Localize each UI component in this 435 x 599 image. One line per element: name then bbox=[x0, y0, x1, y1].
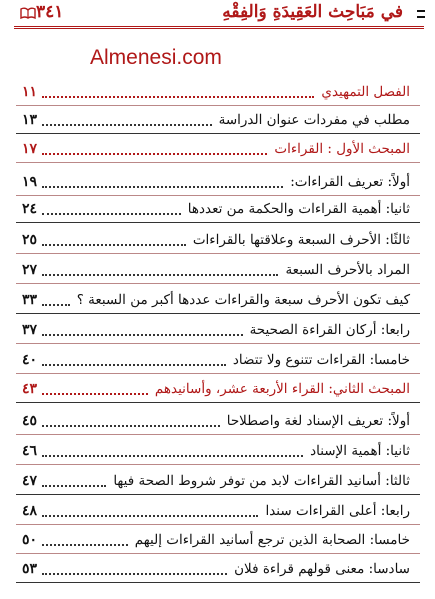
toc-entry-label: خامسا: الصحابة الذين ترجع أسانيد القراءات إليهم bbox=[134, 532, 410, 548]
row-divider bbox=[16, 402, 420, 403]
toc-entry bbox=[22, 109, 410, 131]
toc-entry-page: ٣٣ bbox=[22, 292, 38, 308]
dot-leader bbox=[42, 212, 181, 215]
toc-entry-page: ١٩ bbox=[22, 174, 38, 190]
row-divider bbox=[16, 253, 420, 254]
toc-entry-page: ١٣ bbox=[22, 112, 38, 128]
toc-entry-page: ٣٧ bbox=[22, 322, 38, 338]
row-divider bbox=[16, 524, 420, 525]
toc-entry bbox=[22, 138, 410, 160]
toc-entry bbox=[22, 229, 410, 251]
row-divider bbox=[16, 195, 420, 196]
toc-entry bbox=[22, 440, 410, 462]
toc-entry-label: أولاً: تعريف الإسناد لغة واصطلاحا bbox=[226, 413, 410, 429]
toc-entry-label: مطلب في مفردات عنوان الدراسة bbox=[218, 112, 410, 128]
row-divider bbox=[16, 343, 420, 344]
row-divider bbox=[16, 464, 420, 465]
toc-entry bbox=[22, 319, 410, 341]
dot-leader bbox=[42, 152, 267, 155]
toc-entry bbox=[22, 171, 410, 193]
toc-entry bbox=[22, 259, 410, 281]
dot-leader bbox=[42, 95, 314, 98]
toc-entry bbox=[22, 529, 410, 551]
toc-entry-label: رابعا: أعلى القراءات سندا bbox=[265, 503, 410, 519]
dot-leader bbox=[42, 185, 283, 188]
toc-entry-label: أولاً: تعريف القراءات: bbox=[290, 174, 410, 190]
row-divider bbox=[16, 283, 420, 284]
toc-entry-label: المراد بالأحرف السبعة bbox=[285, 262, 410, 278]
toc-entry-page: ٤٧ bbox=[22, 473, 38, 489]
toc-entry-label: ثانيا: أهمية الإسناد bbox=[310, 443, 410, 459]
toc-entry bbox=[22, 378, 410, 400]
dot-leader bbox=[42, 273, 278, 276]
dot-leader bbox=[42, 424, 220, 427]
toc-entry-page: ٥٠ bbox=[22, 532, 38, 548]
dot-leader bbox=[42, 243, 186, 246]
toc-entry-label: ثالثا: أسانيد القراءات لابد من توفر شروط الصحة فيها bbox=[113, 473, 410, 489]
row-divider bbox=[16, 133, 420, 134]
toc-entry-page: ٤٠ bbox=[22, 352, 38, 368]
watermark: Almenesi.com bbox=[90, 46, 222, 69]
toc-entry-label: سادسا: معنى قولهم قراءة فلان bbox=[234, 561, 410, 577]
toc-entry bbox=[22, 349, 410, 371]
dot-leader bbox=[42, 514, 258, 517]
dot-leader bbox=[42, 123, 212, 126]
toc-entry bbox=[22, 81, 410, 103]
open-book-icon bbox=[20, 7, 36, 19]
toc-entry-label: ثالثًا: الأحرف السبعة وعلاقتها بالقراءات bbox=[192, 232, 410, 248]
page-header bbox=[10, 2, 425, 26]
toc-entry-page: ١١ bbox=[22, 84, 38, 100]
row-divider bbox=[16, 553, 420, 554]
toc-entry-page: ٤٦ bbox=[22, 443, 38, 459]
toc-entry bbox=[22, 198, 410, 220]
row-divider bbox=[16, 434, 420, 435]
dot-leader bbox=[42, 543, 128, 546]
row-divider bbox=[16, 105, 420, 106]
toc-entry-label: كيف تكون الأحرف سبعة والقراءات عددها أكبر من السبعة ؟ bbox=[76, 292, 410, 308]
dot-leader bbox=[42, 572, 227, 575]
toc-entry bbox=[22, 500, 410, 522]
running-title: في مَبَاحِث العَقِيدَةِ وَالفِقْهِ bbox=[222, 2, 403, 22]
row-divider bbox=[16, 582, 420, 583]
toc-entry-page: ٤٨ bbox=[22, 503, 38, 519]
toc-entry-label: المبحث الأول : القراءات bbox=[274, 141, 410, 157]
row-divider bbox=[16, 222, 420, 223]
page-number: ٣٤١ bbox=[36, 2, 64, 22]
header-ornament bbox=[417, 10, 425, 18]
toc-entry-page: ٢٥ bbox=[22, 232, 38, 248]
toc-entry-page: ٤٥ bbox=[22, 413, 38, 429]
toc-entry-label: خامسا: القراءات تتنوع ولا تتضاد bbox=[232, 352, 410, 368]
toc-entry-page: ٢٤ bbox=[22, 201, 38, 217]
toc-entry-label: الفصل التمهيدي bbox=[321, 84, 410, 100]
toc-entry-page: ٢٧ bbox=[22, 262, 38, 278]
toc-entry-label: رابعا: أركان القراءة الصحيحة bbox=[249, 322, 410, 338]
row-divider bbox=[16, 373, 420, 374]
dot-leader bbox=[42, 484, 106, 487]
dot-leader bbox=[42, 303, 70, 306]
row-divider bbox=[16, 162, 420, 163]
toc-entry bbox=[22, 558, 410, 580]
row-divider bbox=[16, 494, 420, 495]
row-divider bbox=[16, 313, 420, 314]
dot-leader bbox=[42, 392, 148, 395]
toc-entry bbox=[22, 289, 410, 311]
toc-entry-page: ٥٣ bbox=[22, 561, 38, 577]
toc-entry-label: المبحث الثاني: القراء الأربعة عشر، وأسانيدهم bbox=[154, 381, 410, 397]
dot-leader bbox=[42, 333, 243, 336]
toc-entry-label: ثانيا: أهمية القراءات والحكمة من تعددها bbox=[187, 201, 410, 217]
toc-entry-page: ٤٣ bbox=[22, 381, 38, 397]
dot-leader bbox=[42, 454, 303, 457]
toc-entry bbox=[22, 470, 410, 492]
toc-entry bbox=[22, 410, 410, 432]
header-rule bbox=[14, 26, 424, 29]
dot-leader bbox=[42, 363, 226, 366]
toc-entry-page: ١٧ bbox=[22, 141, 38, 157]
